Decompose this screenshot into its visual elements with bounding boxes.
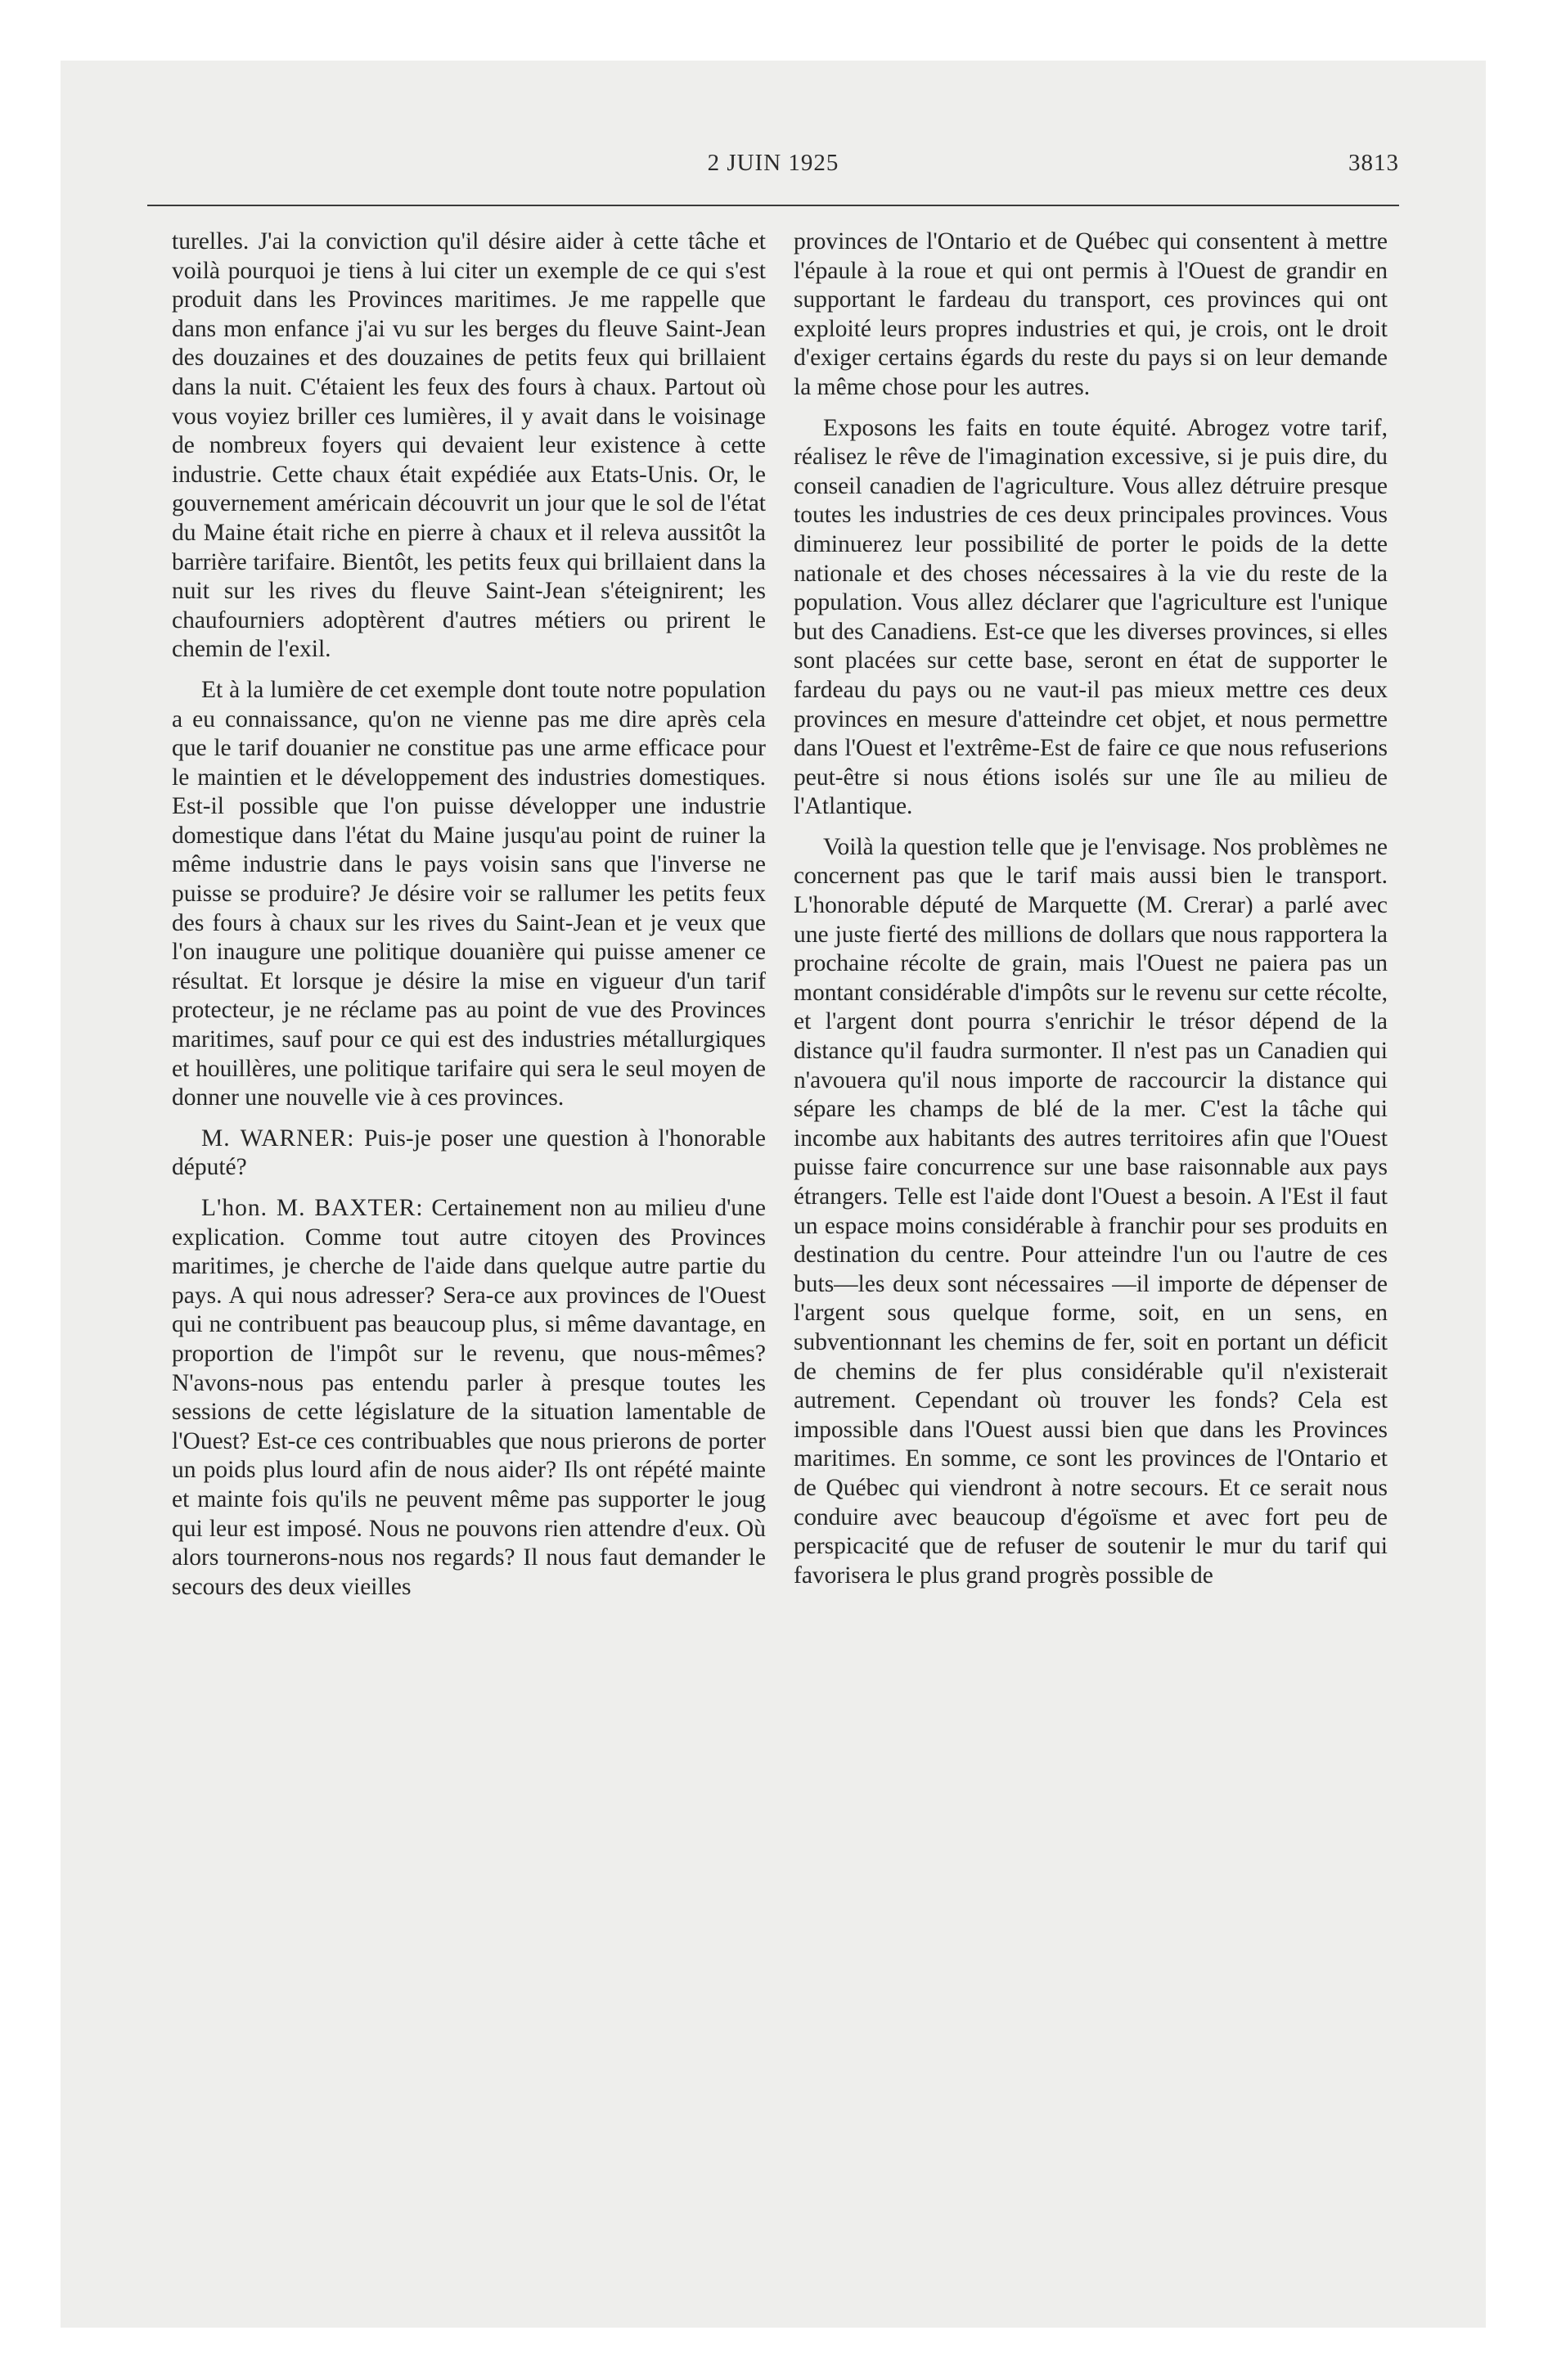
paragraph-text: provinces de l'Ontario et de Québec qui consentent à mettre l'épaule à la roue et qui ont permis à l'Ouest de grandir en supportant le fardeau du transport, ces provinces qui ont exploité leurs propres industries et qui, je crois, ont le droit d'exiger certains égards du reste du pays si on leur demande la même chose pour les autres. (794, 228, 1388, 400)
paragraph (794, 228, 1388, 403)
header-date: 2 JUIN 1925 (707, 150, 839, 176)
paragraph (794, 833, 1388, 1590)
paragraph (172, 1194, 766, 1602)
paragraph (794, 414, 1388, 822)
paragraph-text: turelles. J'ai la conviction qu'il désire aider à cette tâche et voilà pourquoi je tiens à lui citer un exemple de ce qui s'est produit dans les Provinces maritimes. Je me rappelle que dans mon enfance j'ai vu sur les berges du fleuve Saint-Jean des douzaines et des douzaines de petits feux qui brillaient dans la nuit. C'étaient les feux des fours à chaux. Partout où vous voyiez briller ces lumières, il y avait dans le voisinage de nombreux foyers qui devaient leur existence à cette industrie. Cette chaux était expédiée aux Etats-Unis. Or, le gouvernement américain découvrit un jour que le sol de l'état du Maine était riche en pierre à chaux et il releva aussitôt la barrière tarifaire. Bientôt, les petits feux qui brillaient dans la nuit sur les rives du fleuve Saint-Jean s'éteignirent; les chaufourniers adoptèrent d'autres métiers ou prirent le chemin de l'exil. (172, 228, 766, 663)
header-rule (147, 205, 1399, 206)
paragraph-text: Voilà la question telle que je l'envisage. Nos problèmes ne concernent pas que le tarif mais aussi bien le transport. L'honorable député de Marquette (M. Crerar) a parlé avec une juste fierté des millions de dollars que nous rapportera la prochaine récolte de grain, mais l'Ouest ne paiera pas un montant considérable d'impôts sur le revenu sur cette récolte, et l'argent dont pourra s'enrichir le trésor dépend de la distance qu'il faudra surmonter. Il n'est pas un Canadien qui n'avouera qu'il nous importe de raccourcir la distance qui sépare les champs de blé de la mer. C'est la tâche qui incombe aux habitants des autres territoires afin que l'Ouest puisse faire concurrence sur une base raisonnable aux pays étrangers. Telle est l'aide dont l'Ouest a besoin. A l'Est il faut un espace moins considérable à franchir pour ses produits en destination du centre. Pour atteindre l'un ou l'autre de ces buts—les deux sont nécessaires —il importe de dépenser de l'argent sous quelque forme, soit, en un sens, en subventionnant les chemins de fer, soit en portant un déficit de chemins de fer plus considérable qu'il n'existerait autrement. Cependant où trouver les fonds? Cela est impossible dans l'Ouest aussi bien que dans les Provinces maritimes. En somme, ce sont les provinces de l'Ontario et de Québec qui viendront à notre secours. Et ce serait nous conduire avec beaucoup d'égoïsme et avec fort peu de perspicacité que de refuser de soutenir le mur du tarif qui favorisera le plus grand progrès possible de (794, 833, 1388, 1589)
paragraph (172, 228, 766, 665)
paragraph (172, 1125, 766, 1183)
paragraph-text: Certainement non au milieu d'une explication. Comme tout autre citoyen des Provinces maritimes, je cherche de l'aide dans quelque autre partie du pays. A qui nous adresser? Sera-ce aux provinces de l'Ouest qui ne contribuent pas beaucoup plus, si même davantage, en proportion de l'impôt sur le revenu, que nous-mêmes? N'avons-nous pas entendu parler à presque toutes les sessions de cette législature de la situation lamentable de l'Ouest? Est-ce ces contribuables que nous prierons de porter un poids plus lourd afin de nous aider? Ils ont répété mainte et mainte fois qu'ils ne peuvent même pas supporter le joug qui leur est imposé. Nous ne pouvons rien attendre d'eux. Où alors tournerons-nous nos regards? Il nous faut demander le secours des deux vieilles (172, 1195, 766, 1600)
left-column (172, 228, 766, 1613)
paragraph-text: Puis-je poser une question à l'honorable député? (172, 1125, 767, 1181)
paragraph-text: Exposons les faits en toute équité. Abrogez votre tarif, réalisez le rêve de l'imagination excessive, si je puis dire, du conseil canadien de l'agriculture. Vous allez détruire presque toutes les industries de ces deux principales provinces. Vous diminuerez leur possibilité de porter le poids de la dette nationale et des choses nécessaires à la vie du reste de la population. Vous allez déclarer que l'agriculture est l'unique but des Canadiens. Est-ce que les diverses provinces, si elles sont placées sur cette base, seront en état de supporter le fardeau du pays ou ne vaut-il pas mieux mettre ces deux provinces en mesure d'atteindre cet objet, et nous permettre dans l'Ouest et l'extrême-Est de faire ce que nous refuserions peut-être si nous étions isolés sur une île au milieu de l'Atlantique. (794, 414, 1388, 820)
right-column (794, 228, 1388, 1602)
speaker-name: L'hon. M. BAXTER: (201, 1195, 424, 1221)
paragraph-text: Et à la lumière de cet exemple dont toute notre population a eu connaissance, qu'on ne vienne pas me dire après cela que le tarif douanier ne constitue pas une arme efficace pour le maintien et le développement des industries domestiques. Est-il possible que l'on puisse développer une industrie domestique dans l'état du Maine jusqu'au point de ruiner la même industrie dans le pays voisin sans que l'inverse ne puisse se produire? Je désire voir se rallumer les petits feux des fours à chaux sur les rives du Saint-Jean et je veux que l'on inaugure une politique douanière qui puisse amener ce résultat. Et lorsque je désire la mise en vigueur d'un tarif protecteur, je ne réclame pas au point de vue des Provinces maritimes, sauf pour ce qui est des industries métallurgiques et houillères, une politique tarifaire qui sera le seul moyen de donner une nouvelle vie à ces provinces. (172, 676, 766, 1111)
page-header (147, 150, 1399, 183)
page-number: 3813 (1348, 150, 1399, 176)
speaker-name: M. WARNER: (201, 1125, 355, 1152)
paragraph (172, 676, 766, 1113)
